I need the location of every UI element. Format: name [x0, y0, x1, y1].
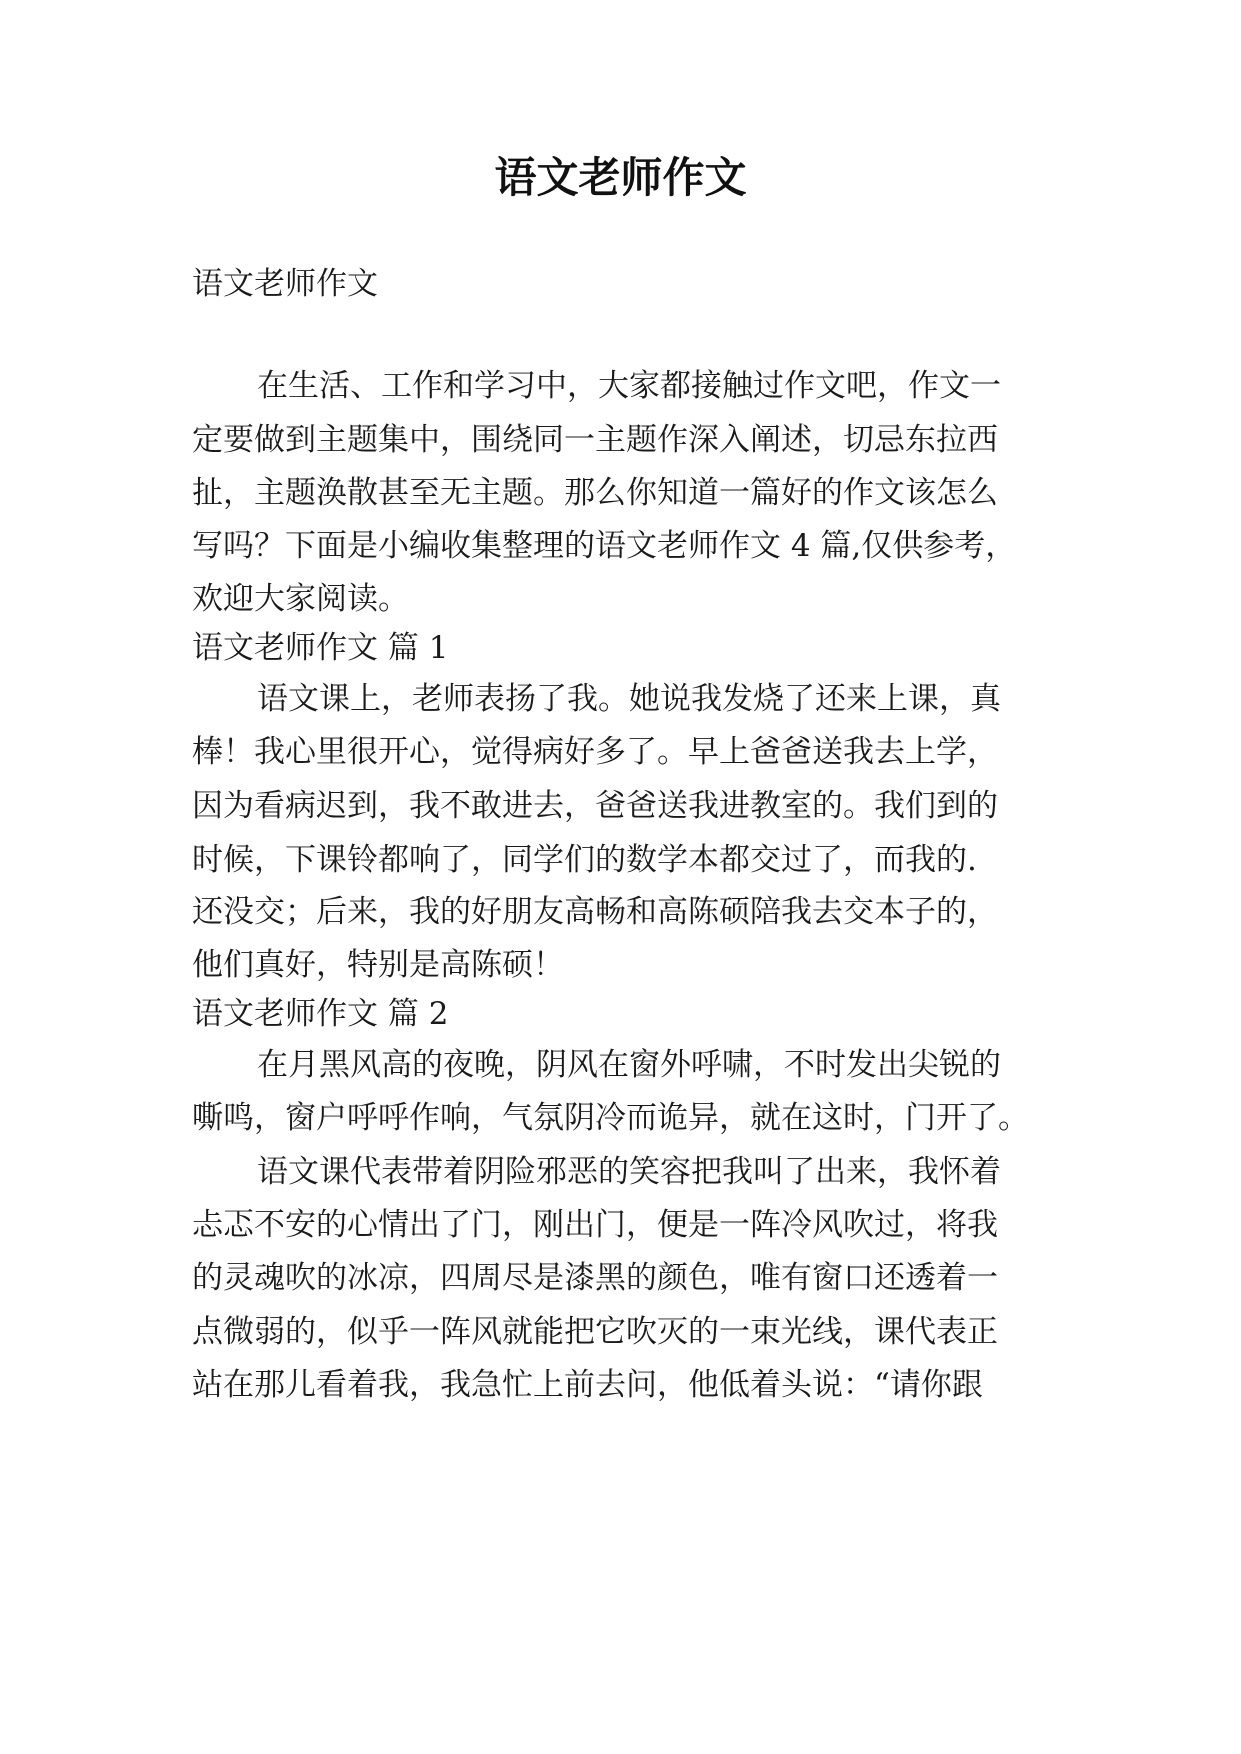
essay-2-line: 的灵魂吹的冰凉，四周尽是漆黑的颜色，唯有窗口还透着一 — [192, 1260, 998, 1296]
essay-2-line: 嘶鸣，窗户呼呼作响，气氛阴冷而诡异，就在这时，门开了。 — [192, 1100, 1029, 1136]
essay-1-heading: 语文老师作文 篇 1 — [192, 630, 449, 666]
essay-2-line: 忐忑不安的心情出了门，刚出门，便是一阵冷风吹过，将我 — [192, 1207, 998, 1243]
intro-line: 扯，主题涣散甚至无主题。那么你知道一篇好的作文该怎么 — [192, 475, 998, 511]
essay-1-line: 棒！我心里很开心，觉得病好多了。早上爸爸送我去上学， — [192, 734, 998, 770]
subtitle: 语文老师作文 — [192, 266, 378, 302]
document-title: 语文老师作文 — [494, 153, 747, 202]
essay-2-line: 语文课代表带着阴险邪恶的笑容把我叫了出来，我怀着 — [257, 1154, 1001, 1190]
intro-line: 写吗？下面是小编收集整理的语文老师作文 4 篇,仅供参考， — [192, 528, 1017, 564]
essay-2-line: 站在那儿看着我，我急忙上前去问，他低着头说：“请你跟 — [192, 1367, 983, 1403]
essay-2-heading: 语文老师作文 篇 2 — [192, 996, 449, 1032]
essay-1-line: 因为看病迟到，我不敢进去，爸爸送我进教室的。我们到的 — [192, 788, 998, 824]
essay-1-line: 他们真好，特别是高陈硕！ — [192, 947, 564, 983]
essay-1-line: 语文课上，老师表扬了我。她说我发烧了还来上课，真 — [257, 681, 1001, 717]
essay-1-line: 还没交；后来，我的好朋友高畅和高陈硕陪我去交本子的， — [192, 894, 998, 930]
intro-line: 欢迎大家阅读。 — [192, 581, 409, 617]
intro-line: 定要做到主题集中，围绕同一主题作深入阐述，切忌东拉西 — [192, 422, 998, 458]
essay-1-line: 时候，下课铃都响了，同学们的数学本都交过了，而我的. — [192, 842, 977, 878]
essay-2-line: 点微弱的，似乎一阵风就能把它吹灭的一束光线，课代表正 — [192, 1314, 998, 1350]
essay-2-line: 在月黑风高的夜晚，阴风在窗外呼啸，不时发出尖锐的 — [257, 1047, 1001, 1083]
intro-line: 在生活、工作和学习中，大家都接触过作文吧，作文一 — [257, 368, 1001, 404]
